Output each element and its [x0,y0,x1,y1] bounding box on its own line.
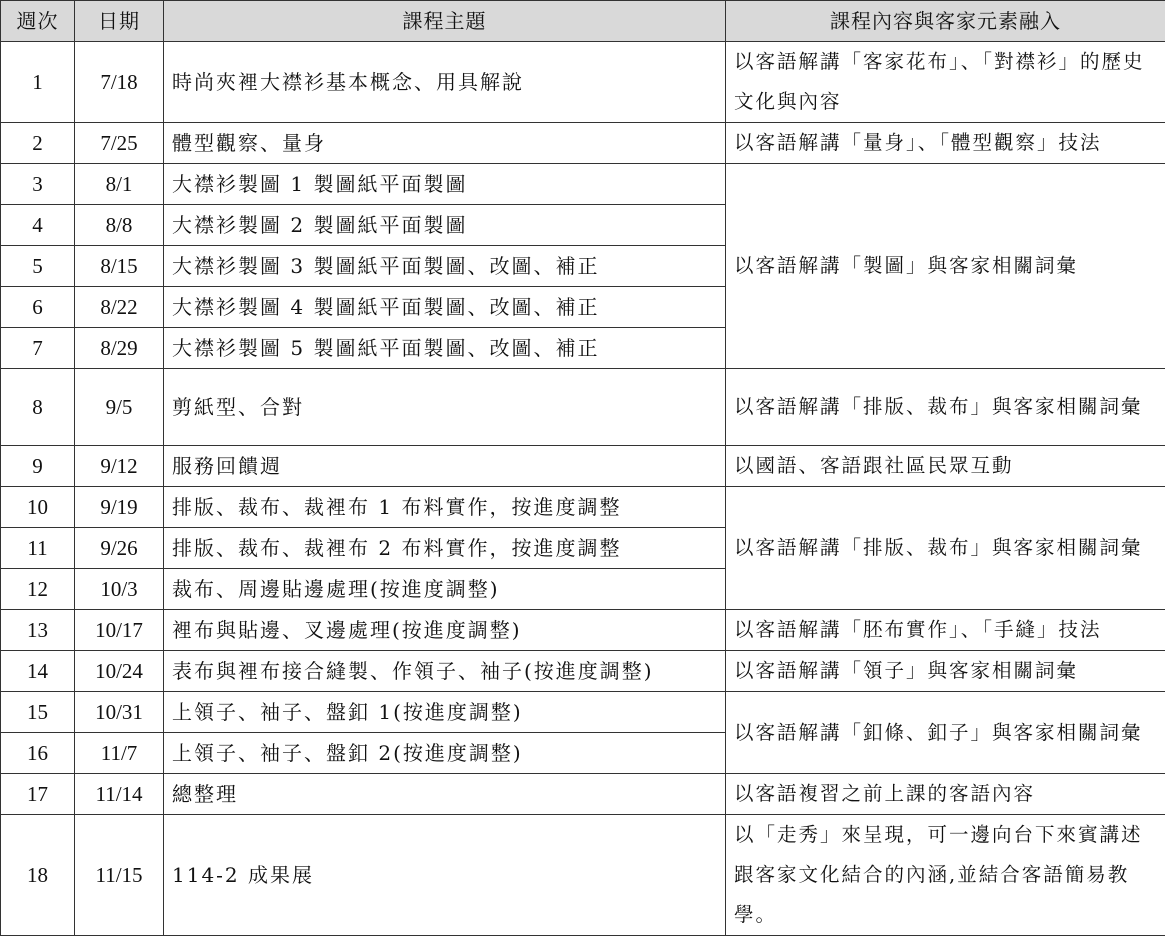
content-cell: 以客語解講「排版、裁布」與客家相關詞彙 [726,487,1165,610]
topic-cell: 裡布與貼邊、叉邊處理(按進度調整) [164,610,726,651]
week-cell: 12 [1,569,75,610]
topic-cell: 上領子、袖子、盤釦 2(按進度調整) [164,733,726,774]
date-cell: 10/24 [75,651,164,692]
topic-cell: 大襟衫製圖 1 製圖紙平面製圖 [164,164,726,205]
table-row [1,651,1165,692]
table-row [1,692,1165,733]
table-row [1,487,1165,528]
content-cell: 以客語解講「排版、裁布」與客家相關詞彙 [726,369,1165,446]
content-cell: 以客語解講「釦條、釦子」與客家相關詞彙 [726,692,1165,774]
date-cell: 10/31 [75,692,164,733]
date-cell: 8/8 [75,205,164,246]
date-cell: 9/5 [75,369,164,446]
topic-cell: 時尚夾裡大襟衫基本概念、用具解說 [164,42,726,123]
topic-cell: 表布與裡布接合縫製、作領子、袖子(按進度調整) [164,651,726,692]
week-cell: 11 [1,528,75,569]
topic-cell: 排版、裁布、裁裡布 1 布料實作，按進度調整 [164,487,726,528]
content-cell: 以客語解講「客家花布」、「對襟衫」的歷史文化與內容 [726,42,1165,123]
week-cell: 3 [1,164,75,205]
topic-cell: 總整理 [164,774,726,815]
table-row [1,446,1165,487]
table-row [1,774,1165,815]
content-cell: 以「走秀」來呈現，可一邊向台下來賓講述跟客家文化結合的內涵,並結合客語簡易教學。 [726,815,1165,936]
table-row [1,42,1165,123]
header-content: 課程內容與客家元素融入 [726,1,1165,42]
topic-cell: 剪紙型、合對 [164,369,726,446]
header-week: 週次 [1,1,75,42]
content-cell: 以客語解講「製圖」與客家相關詞彙 [726,164,1165,369]
date-cell: 10/3 [75,569,164,610]
date-cell: 9/12 [75,446,164,487]
date-cell: 11/15 [75,815,164,936]
header-topic: 課程主題 [164,1,726,42]
week-cell: 15 [1,692,75,733]
table-row [1,369,1165,446]
content-cell: 以客語解講「胚布實作」、「手縫」技法 [726,610,1165,651]
topic-cell: 大襟衫製圖 3 製圖紙平面製圖、改圖、補正 [164,246,726,287]
date-cell: 11/7 [75,733,164,774]
topic-cell: 體型觀察、量身 [164,123,726,164]
week-cell: 2 [1,123,75,164]
week-cell: 7 [1,328,75,369]
date-cell: 7/18 [75,42,164,123]
table-row [1,815,1165,936]
date-cell: 8/22 [75,287,164,328]
week-cell: 18 [1,815,75,936]
week-cell: 14 [1,651,75,692]
week-cell: 17 [1,774,75,815]
week-cell: 6 [1,287,75,328]
date-cell: 10/17 [75,610,164,651]
table-row [1,164,1165,205]
table-row [1,610,1165,651]
topic-cell: 114-2 成果展 [164,815,726,936]
date-cell: 7/25 [75,123,164,164]
week-cell: 1 [1,42,75,123]
date-cell: 8/29 [75,328,164,369]
header-row [1,1,1165,42]
week-cell: 13 [1,610,75,651]
date-cell: 11/14 [75,774,164,815]
topic-cell: 排版、裁布、裁裡布 2 布料實作，按進度調整 [164,528,726,569]
week-cell: 8 [1,369,75,446]
content-cell: 以客語解講「領子」與客家相關詞彙 [726,651,1165,692]
topic-cell: 大襟衫製圖 4 製圖紙平面製圖、改圖、補正 [164,287,726,328]
topic-cell: 大襟衫製圖 5 製圖紙平面製圖、改圖、補正 [164,328,726,369]
content-cell: 以客語複習之前上課的客語內容 [726,774,1165,815]
topic-cell: 服務回饋週 [164,446,726,487]
date-cell: 9/26 [75,528,164,569]
content-cell: 以國語、客語跟社區民眾互動 [726,446,1165,487]
week-cell: 9 [1,446,75,487]
week-cell: 10 [1,487,75,528]
topic-cell: 裁布、周邊貼邊處理(按進度調整) [164,569,726,610]
content-cell: 以客語解講「量身」、「體型觀察」技法 [726,123,1165,164]
date-cell: 9/19 [75,487,164,528]
table-row [1,123,1165,164]
week-cell: 16 [1,733,75,774]
header-date: 日期 [75,1,164,42]
week-cell: 4 [1,205,75,246]
topic-cell: 大襟衫製圖 2 製圖紙平面製圖 [164,205,726,246]
topic-cell: 上領子、袖子、盤釦 1(按進度調整) [164,692,726,733]
date-cell: 8/15 [75,246,164,287]
week-cell: 5 [1,246,75,287]
date-cell: 8/1 [75,164,164,205]
